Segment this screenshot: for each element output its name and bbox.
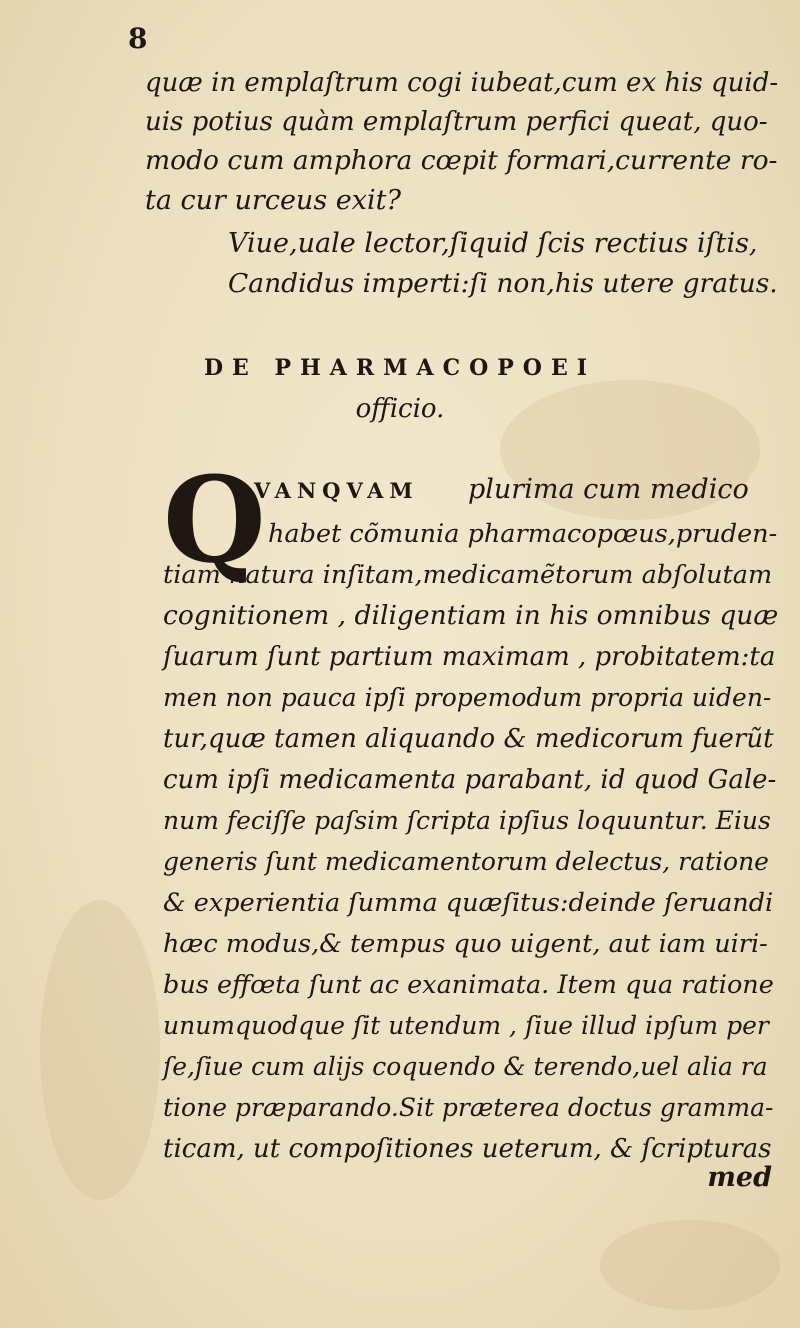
catchword: med <box>707 1162 772 1193</box>
small-caps-word: VANQVAM <box>254 478 419 503</box>
section-heading: DE PHARMACOPOEI <box>203 355 597 381</box>
text-line: quæ in emplaſtrum cogi iubeat,cum ex his quid- <box>145 68 779 98</box>
verse-line: Candidus imperti:ſi non,his utere gratus. <box>228 268 778 299</box>
text-line: ſe,ſiue cum alijs coquendo & terendo,uel alia ra <box>163 1052 768 1081</box>
text-line: unumquodque ſit utendum , ſiue illud ipſum per <box>163 1011 769 1040</box>
text-line: cognitionem , diligentiam in his omnibus quæ <box>163 600 779 631</box>
text-line: habet cõmunia pharmacopœus,pruden- <box>268 519 778 549</box>
text-line: ticam, ut compoſitiones ueterum, & ſcripturas <box>163 1134 772 1164</box>
text-line: bus effœta ſunt ac exanimata. Item qua ratione <box>163 970 774 1000</box>
paper-stain <box>40 900 160 1200</box>
text-line: uis potius quàm emplaſtrum perfici queat, quo- <box>145 107 768 137</box>
text-line: ta cur urceus exit? <box>145 185 401 216</box>
text-line: tiam natura inſitam,medicamẽtorum abſolutam <box>163 560 773 590</box>
page-number: 8 <box>128 22 148 55</box>
paper-stain <box>600 1220 780 1310</box>
verse-line: Viue,uale lector,ſiquid ſcis rectius iſtis, <box>228 228 758 259</box>
text-line: men non pauca ipſi propemodum propria uiden- <box>163 683 772 712</box>
text-line: & experientia ſumma quæſitus:deinde ſeruandi <box>163 888 774 918</box>
section-subheading: officio. <box>355 394 445 424</box>
text-line: cum ipſi medicamenta parabant, id quod Gale- <box>163 765 777 795</box>
text-line: modo cum amphora cœpit formari,currente ro- <box>145 145 778 176</box>
text-line: num feciſſe paſsim ſcripta ipſius loquuntur. Eius <box>163 806 771 835</box>
text-line: generis ſunt medicamentorum delectus, ratione <box>163 847 769 876</box>
text-line: ſuarum ſunt partium maximam , probitatem:ta <box>163 642 776 672</box>
drop-capital: Q <box>163 450 266 589</box>
text-line: hæc modus,& tempus quo uigent, aut iam uiri- <box>163 929 768 959</box>
text-line: tur,quæ tamen aliquando & medicorum fuerũt <box>163 724 774 754</box>
text-line: tione præparando.Sit præterea doctus gramma- <box>163 1093 774 1122</box>
text-line: plurima cum medico <box>468 474 749 505</box>
